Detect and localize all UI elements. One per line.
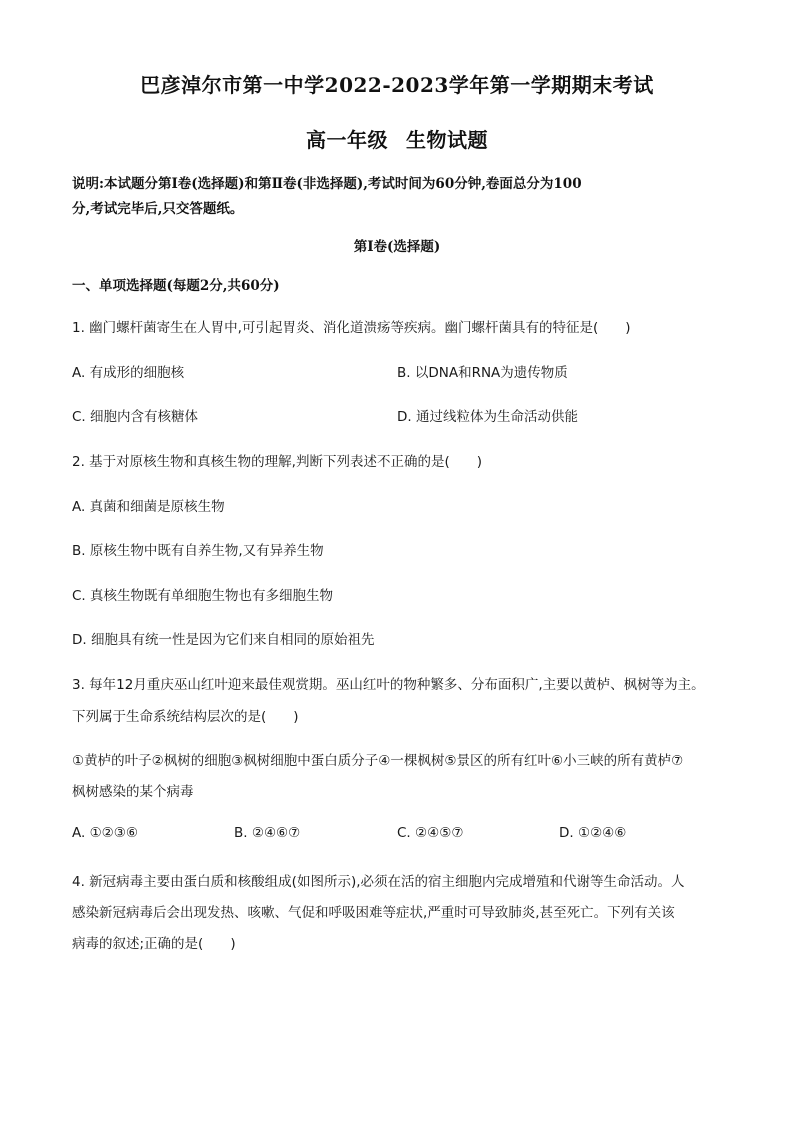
question-1-option-d: D. 通过线粒体为生命活动供能 (397, 409, 578, 425)
instructions-line-2: 分,考试完毕后,只交答题纸。 (72, 201, 244, 217)
part-heading: 一、单项选择题(每题2分,共60分) (72, 278, 280, 294)
question-1-option-c: C. 细胞内含有核糖体 (72, 409, 199, 425)
grade-label: 高一年级 (306, 128, 388, 152)
question-3-stem-line-2: 下列属于生命系统结构层次的是( ) (72, 709, 299, 725)
question-1-option-b: B. 以DNA和RNA为遗传物质 (397, 365, 568, 381)
question-3-stem-line-1: 3. 每年12月重庆巫山红叶迎来最佳观赏期。巫山红叶的物种繁多、分布面积广,主要以黄栌、枫树等为主。 (72, 677, 705, 693)
question-4-stem-line-1: 4. 新冠病毒主要由蛋白质和核酸组成(如图所示),必须在活的宿主细胞内完成增殖和代谢等生命活动。人 (72, 874, 685, 890)
question-2-option-b: B. 原核生物中既有自养生物,又有异养生物 (72, 543, 324, 559)
question-3-option-a: A. ①②③⑥ (72, 825, 138, 841)
instructions-line-1: 说明:本试题分第Ⅰ卷(选择题)和第Ⅱ卷(非选择题),考试时间为60分钟,卷面总分为100 (72, 176, 582, 192)
exam-title: 巴彦淖尔市第一中学2022-2023学年第一学期期末考试 (140, 73, 654, 97)
question-4-stem-line-3: 病毒的叙述;正确的是( ) (72, 936, 236, 952)
subject-label: 生物试题 (406, 128, 488, 152)
question-2-stem: 2. 基于对原核生物和真核生物的理解,判断下列表述不正确的是( ) (72, 454, 482, 470)
exam-subtitle (0, 124, 794, 153)
question-3-option-b: B. ②④⑥⑦ (234, 825, 301, 841)
question-2-option-c: C. 真核生物既有单细胞生物也有多细胞生物 (72, 588, 334, 604)
question-2-option-d: D. 细胞具有统一性是因为它们来自相同的原始祖先 (72, 632, 375, 648)
question-4-stem-line-2: 感染新冠病毒后会出现发热、咳嗽、气促和呼吸困难等症状,严重时可导致肺炎,甚至死亡。下列有关该 (72, 905, 675, 921)
question-3-option-c: C. ②④⑤⑦ (397, 825, 464, 841)
question-3-items-line-1: ①黄栌的叶子②枫树的细胞③枫树细胞中蛋白质分子④一棵枫树⑤景区的所有红叶⑥小三峡的所有黄栌⑦ (72, 753, 684, 769)
question-1-stem: 1. 幽门螺杆菌寄生在人胃中,可引起胃炎、消化道溃疡等疾病。幽门螺杆菌具有的特征是( ) (72, 320, 631, 336)
question-2-option-a: A. 真菌和细菌是原核生物 (72, 499, 225, 515)
question-3-option-d: D. ①②④⑥ (559, 825, 627, 841)
question-1-option-a: A. 有成形的细胞核 (72, 365, 185, 381)
section-title: 第Ⅰ卷(选择题) (353, 239, 441, 255)
question-3-items-line-2: 枫树感染的某个病毒 (72, 784, 194, 800)
